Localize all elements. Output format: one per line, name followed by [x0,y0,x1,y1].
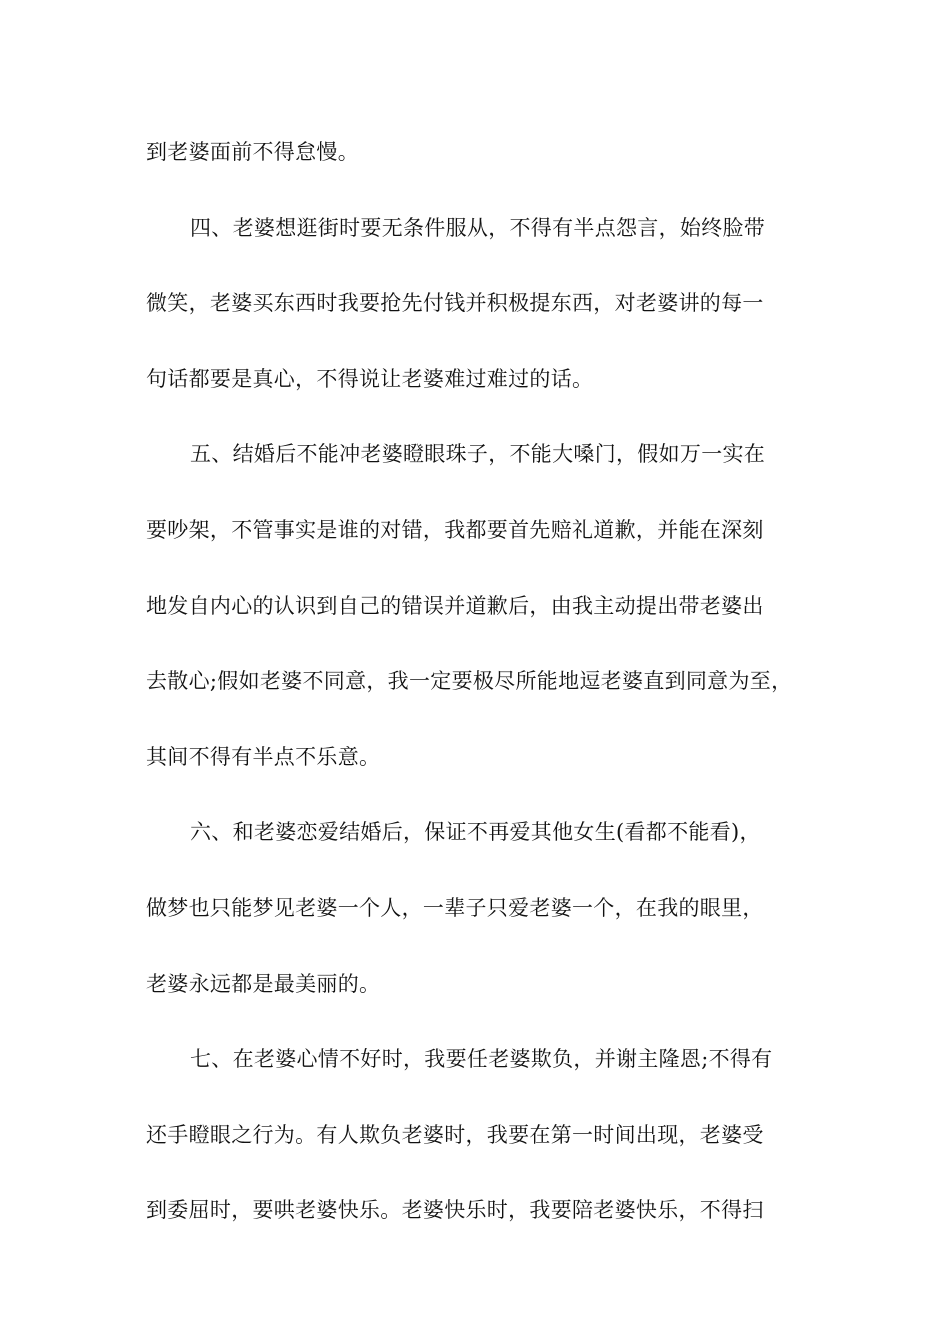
line-spacing [146,172,806,210]
paragraph-line: 句话都要是真心，不得说让老婆难过难过的话。 [146,366,594,391]
line-spacing [146,701,806,739]
line-spacing [146,550,806,588]
paragraph-first-line: 七、在老婆心情不好时，我要任老婆欺负，并谢主隆恩;不得有 [190,1047,773,1072]
paragraph-first-line: 六、和老婆恋爱结婚后，保证不再爱其他女生(看都不能看)， [190,820,761,845]
line-spacing [146,928,806,966]
paragraph-first-line: 四、老婆想逛街时要无条件服从，不得有半点怨言，始终脸带 [190,215,766,240]
line-spacing [146,247,806,285]
paragraph-line: 做梦也只能梦见老婆一个人，一辈子只爱老婆一个，在我的眼里， [146,895,764,920]
line-spacing [146,777,806,815]
paragraph-line: 要吵架，不管事实是谁的对错，我都要首先赔礼道歉，并能在深刻 [146,517,764,542]
paragraph-line: 其间不得有半点不乐意。 [146,744,381,769]
paragraph-line: 微笑，老婆买东西时我要抢先付钱并积极提东西，对老婆讲的每一 [146,291,764,316]
line-spacing [146,1079,806,1117]
line-spacing [146,474,806,512]
line-spacing [146,852,806,890]
document-body [146,134,806,1230]
paragraph-line: 到老婆面前不得怠慢。 [146,140,359,164]
line-spacing [146,323,806,361]
paragraph-line: 地发自内心的认识到自己的错误并道歉后，由我主动提出带老婆出 [146,593,764,618]
paragraph-line: 到委屈时，要哄老婆快乐。老婆快乐时，我要陪老婆快乐，不得扫 [146,1198,764,1223]
line-spacing [146,399,806,437]
line-spacing [146,1003,806,1041]
line-spacing [146,1155,806,1193]
line-spacing [146,625,806,663]
paragraph-line: 老婆永远都是最美丽的。 [146,971,381,996]
paragraph-first-line: 五、结婚后不能冲老婆瞪眼珠子，不能大嗓门，假如万一实在 [190,442,766,467]
paragraph-line: 去散心;假如老婆不同意，我一定要极尽所能地逗老婆直到同意为至， [146,669,793,694]
paragraph-line: 还手瞪眼之行为。有人欺负老婆时，我要在第一时间出现，老婆受 [146,1122,764,1147]
